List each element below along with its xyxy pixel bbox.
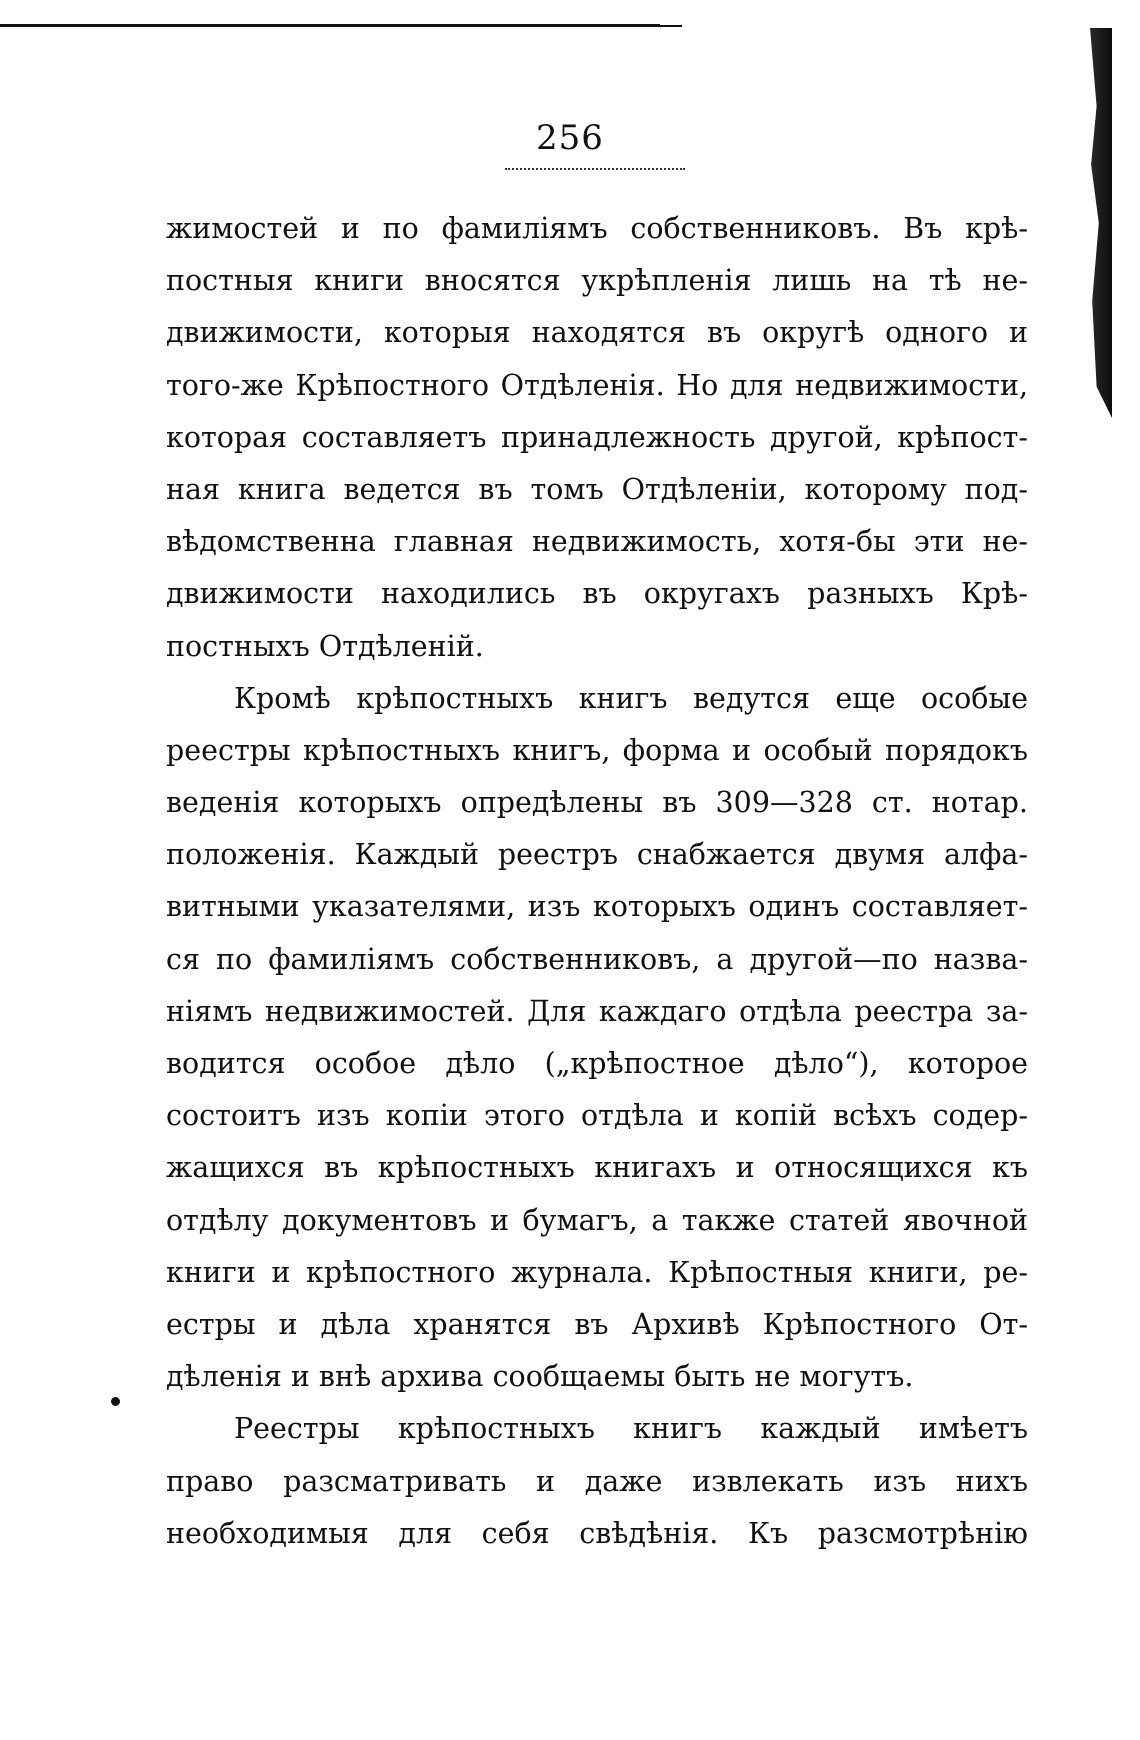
text-line: жащихся въ крѣпостныхъ книгахъ и относящихся къ [166,1151,1028,1185]
text-line: ся по фамиліямъ собственниковъ, а другой—по назва- [166,942,1028,976]
margin-dot [111,1397,120,1406]
text-line: витными указателями, изъ которыхъ одинъ составляет- [166,890,1028,924]
text-line: отдѣлу документовъ и бумагъ, а также статей явочной [166,1203,1028,1237]
text-line: естры и дѣла хранятся въ Архивѣ Крѣпостного От- [166,1307,1028,1341]
page-number: 256 [536,118,604,158]
top-border-dash [590,25,620,27]
top-border-dash [628,25,652,27]
text-line: которая составляетъ принадлежность другой, крѣпост- [166,420,1028,454]
top-border-dash [660,25,682,27]
text-line: положенія. Каждый реестръ снабжается двумя алфа- [166,838,1028,872]
text-line: водится особое дѣло („крѣпостное дѣло“), которое [166,1047,1028,1080]
text-line: дѣленія и внѣ архива сообщаемы быть не могутъ. [166,1360,914,1394]
text-line: состоитъ изъ копіи этого отдѣла и копій всѣхъ содер- [166,1099,1028,1133]
text-line: движимости, которыя находятся въ округѣ одного и [166,316,1028,350]
scan-edge-shadow [1090,28,1112,418]
text-line: книги и крѣпостного журнала. Крѣпостныя книги, ре- [166,1255,1028,1289]
text-line: реестры крѣпостныхъ книгъ, форма и особый порядокъ [166,733,1028,767]
text-line: необходимыя для себя свѣдѣнія. Къ разсмотрѣнію [166,1516,1028,1550]
text-line: того-же Крѣпостного Отдѣленія. Но для недвижимости, [166,368,1028,402]
page-number-rule [505,168,685,171]
body-text [166,203,1028,1560]
text-line: постныхъ Отдѣленій. [166,629,484,663]
text-line: жимостей и по фамиліямъ собственниковъ. Въ крѣ- [166,212,1028,245]
text-line: постныя книги вносятся укрѣпленія лишь на тѣ не- [166,264,1028,298]
text-line: движимости находились въ округахъ разныхъ Крѣ- [166,577,1028,611]
text-line: веденія которыхъ опредѣлены въ 309—328 ст. нотар. [166,786,1028,820]
text-line: Реестры крѣпостныхъ книгъ каждый имѣетъ [234,1412,1028,1446]
text-line: право разсматривать и даже извлекать изъ нихъ [166,1464,1028,1498]
text-line: вѣдомственна главная недвижимость, хотя-бы эти не- [166,525,1028,559]
top-border-rule [0,24,660,27]
text-line: ніямъ недвижимостей. Для каждаго отдѣла реестра за- [166,994,1028,1028]
text-line: ная книга ведется въ томъ Отдѣленіи, которому под- [166,472,1028,506]
text-line: Кромѣ крѣпостныхъ книгъ ведутся еще особые [234,681,1028,715]
